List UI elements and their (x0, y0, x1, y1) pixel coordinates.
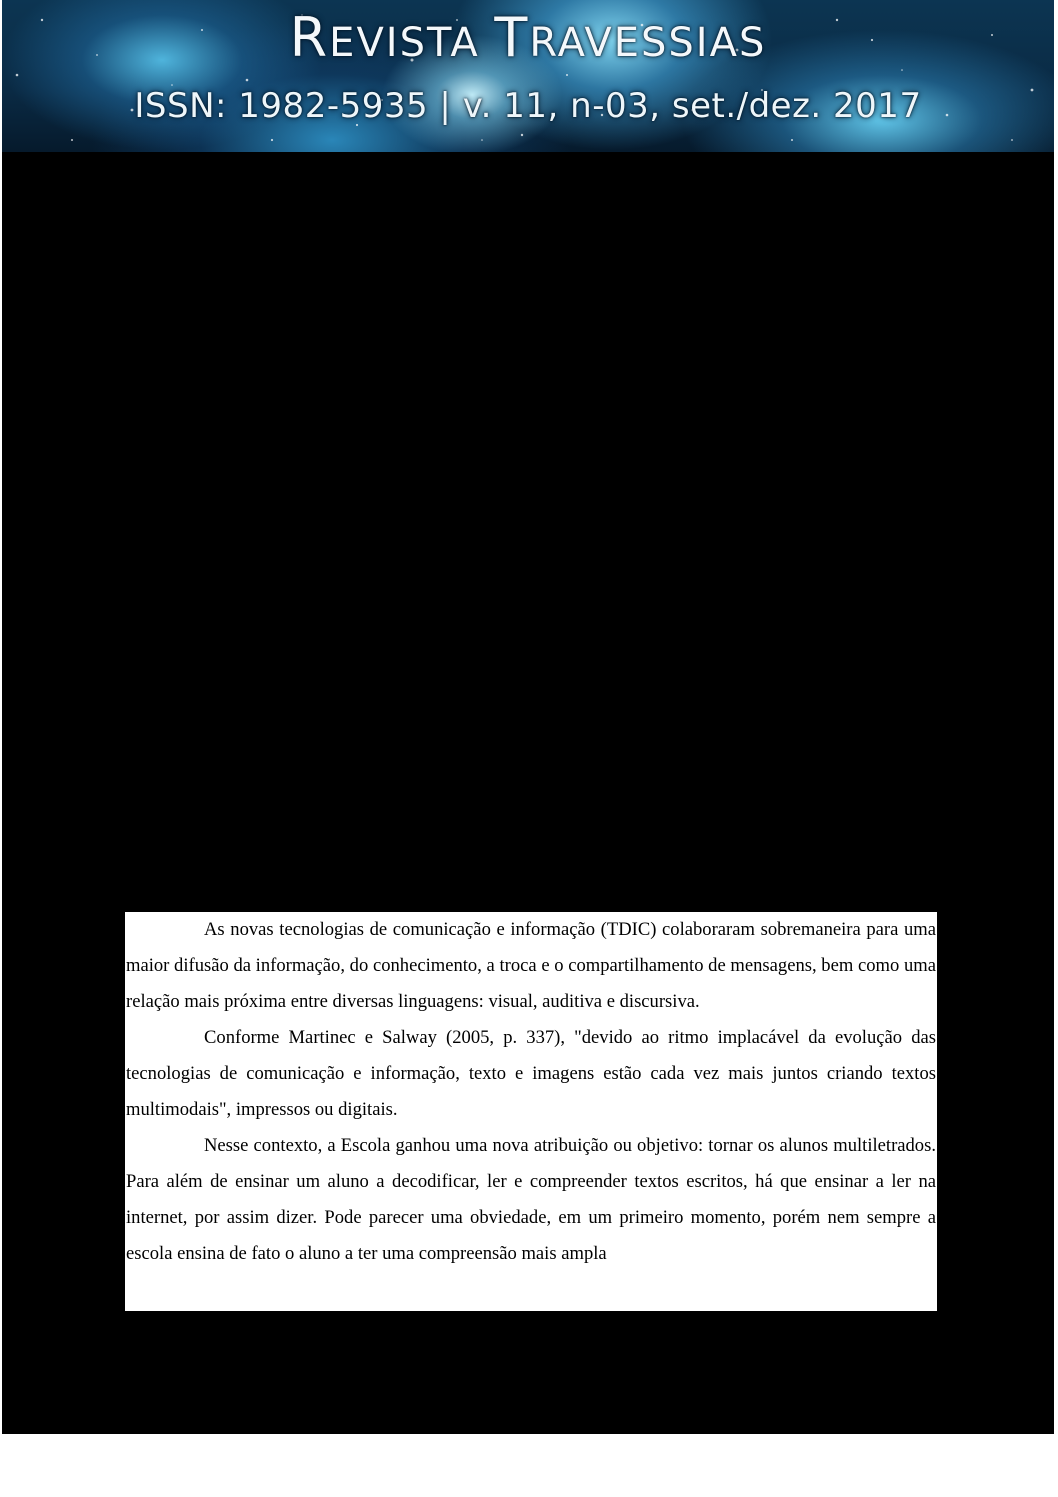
journal-title: REVISTA TRAVESSIAS (289, 6, 767, 69)
article-text-excerpt (125, 912, 937, 1311)
journal-banner (2, 0, 1054, 152)
paragraph-tdic: As novas tecnologias de comunicação e informação (TDIC) colaboraram sobremaneira para uma maior difusão da informação, do conhecimento, a troca e o compartilhamento de mensagens, bem como uma relação mais próxima entre diversas linguagens: visual, auditiva e discursiva. (126, 919, 936, 1012)
issn-volume-line: ISSN: 1982-5935 | v. 11, n-03, set./dez. 2017 (134, 86, 922, 126)
paragraph-escola: Nesse contexto, a Escola ganhou uma nova atribuição ou objetivo: tornar os alunos multiletrados. Para além de ensinar um aluno a decodificar, ler e compreender textos escritos, há que ensinar a ler na internet, por assim dizer. Pode parecer uma obviedade, em um primeiro momento, porém nem sempre a escola ensina de fato o aluno a ter uma compreensão mais ampla (126, 1135, 936, 1264)
redacted-page-area (2, 0, 1054, 1434)
paragraph-martinec-salway: Conforme Martinec e Salway (2005, p. 337), "devido ao ritmo implacável da evolução das tecnologias de comunicação e informação, texto e imagens estão cada vez mais juntos criando textos multimodais", impressos ou digitais. (126, 1027, 936, 1120)
